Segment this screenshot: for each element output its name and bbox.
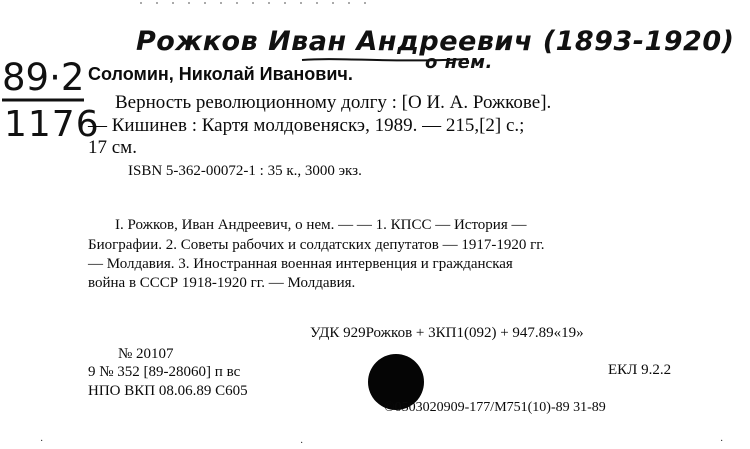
subjects-line-4: война в СССР 1918-1920 гг. — Молдавия. bbox=[88, 275, 356, 291]
order-line: 9 № 352 [89-28060] п вс bbox=[88, 364, 241, 380]
title-line-3: 17 см. bbox=[88, 137, 137, 158]
bottom-speck-mid: · bbox=[300, 438, 304, 449]
bottom-speck-right: · bbox=[720, 436, 724, 447]
call-number-bottom: 1176 bbox=[4, 104, 100, 145]
call-number-top: 89·2 bbox=[2, 56, 85, 99]
ekl-line: ЕКЛ 9.2.2 bbox=[608, 362, 672, 378]
bottom-speck-left: · bbox=[40, 436, 44, 447]
copyright-icon: © bbox=[384, 400, 395, 415]
handwritten-title: Рожков Иван Андреевич (1893-1920) bbox=[136, 26, 735, 57]
subjects-line-1: I. Рожков, Иван Андреевич, о нем. — — 1. КПСС — История — bbox=[115, 217, 527, 233]
title-line-2: — Кишинев : Картя молдовеняскэ, 1989. — 215,[2] с.; bbox=[88, 115, 525, 136]
top-specks bbox=[140, 0, 380, 10]
npo-line: НПО ВКП 08.06.89 С605 bbox=[88, 383, 248, 399]
subjects-line-3: — Молдавия. 3. Иностранная военная интервенция и гражданская bbox=[88, 256, 513, 272]
code-line bbox=[384, 400, 606, 416]
isbn-line: ISBN 5-362-00072-1 : 35 к., 3000 экз. bbox=[128, 163, 362, 179]
call-number-divider bbox=[0, 97, 86, 103]
author-heading: Соломин, Николай Иванович. bbox=[88, 64, 353, 84]
record-number: № 20107 bbox=[118, 346, 174, 362]
code-text: 0503020909-177/М751(10)-89 31-89 bbox=[394, 400, 606, 415]
handwritten-note: о нем. bbox=[425, 52, 493, 73]
subjects-line-2: Биографии. 2. Советы рабочих и солдатских депутатов — 1917-1920 гг. bbox=[88, 237, 545, 253]
title-line-1: Верность революционному долгу : [О И. А. Рожкове]. bbox=[115, 92, 552, 113]
udk-line: УДК 929Рожков + 3КП1(092) + 947.89«19» bbox=[310, 325, 584, 341]
